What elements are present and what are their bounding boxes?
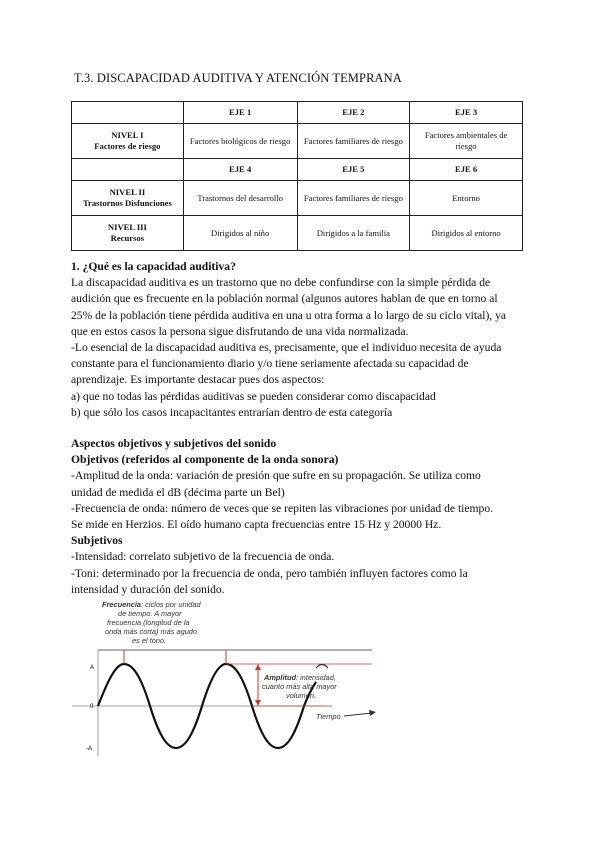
axis-header: EJE 1 bbox=[183, 102, 297, 124]
table-cell: Dirigidos a la familia bbox=[297, 216, 410, 251]
svg-text:Frecuencia: ciclos por unidad: Frecuencia: ciclos por unidad bbox=[102, 600, 201, 609]
axis-header: EJE 5 bbox=[297, 159, 410, 181]
paragraph-line: aprendizaje. Es importante destacar pues dos aspectos: bbox=[71, 373, 325, 387]
svg-text:cuanto más alta mayor: cuanto más alta mayor bbox=[262, 682, 337, 691]
table-cell: Dirigidos al entorno bbox=[410, 216, 523, 251]
table-cell: Factores familiares de riesgo bbox=[297, 181, 410, 216]
level-label: NIVEL II Trastornos Disfunciones bbox=[72, 181, 184, 216]
table-cell: Factores familiares de riesgo bbox=[297, 124, 410, 159]
svg-text:es el tono.: es el tono. bbox=[132, 636, 167, 645]
paragraph-line: La discapacidad auditiva es un trastorno que no debe confundirse con la simple pérdida de bbox=[71, 276, 491, 290]
svg-text:Amplitud: intensidad,: Amplitud: intensidad, bbox=[264, 673, 336, 682]
amplitude-annotation bbox=[262, 673, 337, 700]
axis-header: EJE 3 bbox=[410, 102, 523, 124]
subheading-objective: Objetivos (referidos al componente de la onda sonora) bbox=[71, 453, 339, 467]
section-sound-aspects bbox=[71, 436, 529, 598]
paragraph-line: -Frecuencia de onda: número de veces que se repiten las vibraciones por unidad de tiempo. bbox=[71, 501, 494, 515]
paragraph-line: -Intensidad: correlato subjetivo de la frecuencia de onda. bbox=[71, 550, 335, 564]
level-label: NIVEL III Recursos bbox=[72, 216, 184, 251]
tilde-mark-icon bbox=[316, 665, 328, 669]
arrow-right-icon bbox=[369, 710, 376, 716]
svg-text:volumen.: volumen. bbox=[286, 691, 316, 700]
table-blank-cell bbox=[72, 159, 184, 181]
arrow-head-up-icon bbox=[255, 664, 261, 670]
time-arrow bbox=[344, 713, 372, 716]
axis-header: EJE 6 bbox=[410, 159, 523, 181]
table-corner-blank bbox=[72, 102, 184, 124]
paragraph-line: que en estos casos la persona sigue disfrutando de una vida normalizada. bbox=[71, 324, 409, 338]
svg-text:onda más corta) más agudo: onda más corta) más agudo bbox=[105, 627, 198, 636]
paragraph-line: constante para el funcionamiento diario y/o tiene seriamente afectada su capacidad de bbox=[71, 357, 469, 371]
svg-text:frecuencia (longitud de la: frecuencia (longitud de la bbox=[107, 618, 190, 627]
table-cell: Trastornos del desarrollo bbox=[183, 181, 297, 216]
arrow-head-down-icon bbox=[255, 700, 261, 706]
axis-label-neg-a: -A bbox=[86, 746, 92, 752]
page-title: T.3. DISCAPACIDAD AUDITIVA Y ATENCIÓN TEMPRANA bbox=[74, 71, 402, 85]
section-heading: 1. ¿Qué es la capacidad auditiva? bbox=[71, 260, 236, 273]
paragraph-line: -Lo esencial de la discapacidad auditiva es, precisamente, que el individuo necesita de ayuda bbox=[71, 341, 502, 355]
paragraph-line: -Amplitud de la onda: variación de presión que sufre en su propagación. Se utiliza como bbox=[71, 469, 481, 483]
table-cell: Factores biológicos de riesgo bbox=[183, 124, 297, 159]
levels-axes-table bbox=[71, 101, 523, 251]
section-heading: Aspectos objetivos y subjetivos del sonido bbox=[71, 437, 277, 450]
axis-header: EJE 4 bbox=[183, 159, 297, 181]
paragraph-line: unidad de medida el dB (décima parte un Bel) bbox=[71, 485, 285, 499]
axis-header: EJE 2 bbox=[297, 102, 410, 124]
paragraph-line: audición que es frecuente en la población normal (algunos autores hablan de que en torno al bbox=[71, 292, 498, 306]
sound-wave-figure bbox=[72, 598, 392, 756]
subheading-subjective: Subjetivos bbox=[71, 534, 123, 548]
paragraph-line: intensidad y duración del sonido. bbox=[71, 582, 225, 596]
paragraph-line: 25% de la población tiene pérdida auditiva en una u otra forma a lo largo de su ciclo vital), ya bbox=[71, 308, 507, 322]
paragraph-line: -Toni: determinado por la frecuencia de onda, pero también influyen factores como la bbox=[71, 566, 468, 580]
frequency-annotation bbox=[102, 600, 201, 645]
table-cell: Factores ambientales de riesgo bbox=[410, 124, 523, 159]
table-cell: Entorno bbox=[410, 181, 523, 216]
table-cell: Dirigidos al niño bbox=[183, 216, 297, 251]
level-label: NIVEL I Factores de riesgo bbox=[72, 124, 184, 159]
axis-label-zero: 0 bbox=[90, 704, 94, 710]
axis-label-a: A bbox=[90, 665, 95, 671]
svg-text:de tiempo. A mayor: de tiempo. A mayor bbox=[118, 609, 182, 618]
paragraph-line: a) que no todas las pérdidas auditivas se pueden considerar como discapacidad bbox=[71, 389, 436, 403]
time-label: Tiempo bbox=[316, 712, 341, 721]
section-hearing-capacity bbox=[71, 259, 529, 421]
paragraph-line: b) que sólo los casos incapacitantes entrarían dentro de esta categoría bbox=[71, 405, 393, 419]
paragraph-line: Se mide en Herzios. El oído humano capta frecuencias entre 15 Hz y 20000 Hz. bbox=[71, 518, 442, 532]
